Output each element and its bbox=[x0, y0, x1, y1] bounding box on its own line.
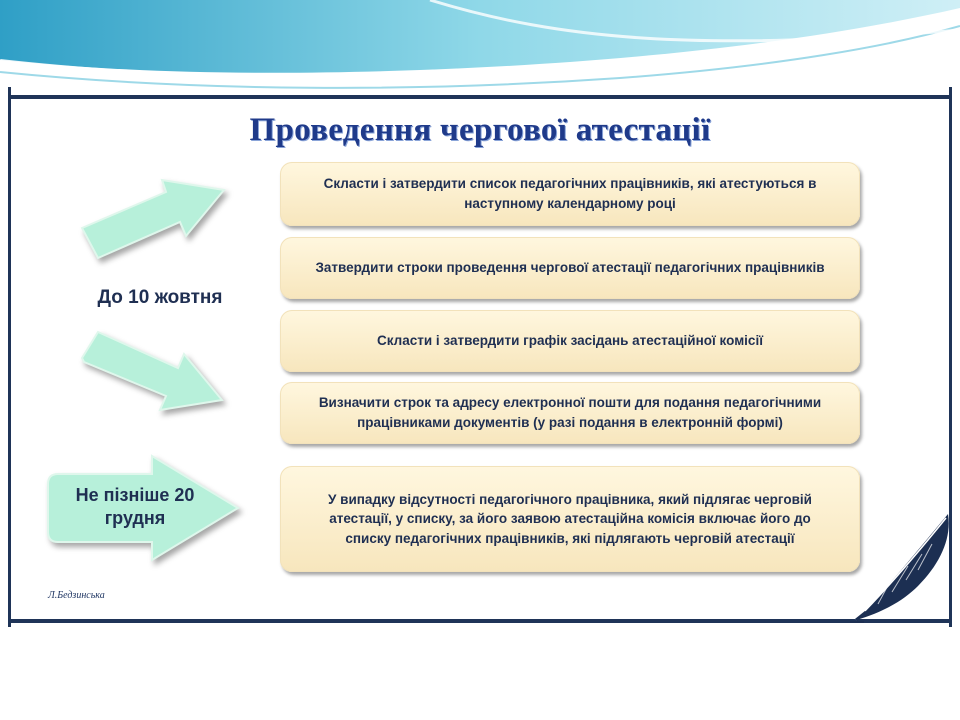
author-signature: Л.Бедзинська bbox=[48, 590, 105, 601]
arrow-up-right-icon bbox=[74, 176, 234, 260]
deadline-december bbox=[60, 484, 210, 531]
deadline-december-line1: Не пізніше 20 bbox=[75, 485, 195, 505]
step-box-5: У випадку відсутності педагогічного працівника, який підлягає черговій атестації, у списку, за його заявою атестаційна комісія включає його до списку педагогічних працівників, які підлягають черговій атестації bbox=[280, 466, 860, 572]
feather-quill-icon bbox=[848, 508, 958, 626]
step-box-3: Скласти і затвердити графік засідань атестаційної комісії bbox=[280, 310, 860, 372]
step-box-1: Скласти і затвердити список педагогічних працівників, які атестуються в наступному календарному році bbox=[280, 162, 860, 226]
page-title: Проведення чергової атестації bbox=[249, 112, 711, 148]
decorative-wave bbox=[0, 0, 960, 100]
arrow-down-right-icon bbox=[74, 328, 234, 414]
step-box-2: Затвердити строки проведення чергової атестації педагогічних працівників bbox=[280, 237, 860, 299]
step-box-4: Визначити строк та адресу електронної пошти для подання педагогічними працівниками документів (у разі подання в електронній формі) bbox=[280, 382, 860, 444]
deadline-october: До 10 жовтня bbox=[97, 287, 223, 308]
deadline-december-line2: грудня bbox=[104, 508, 166, 529]
